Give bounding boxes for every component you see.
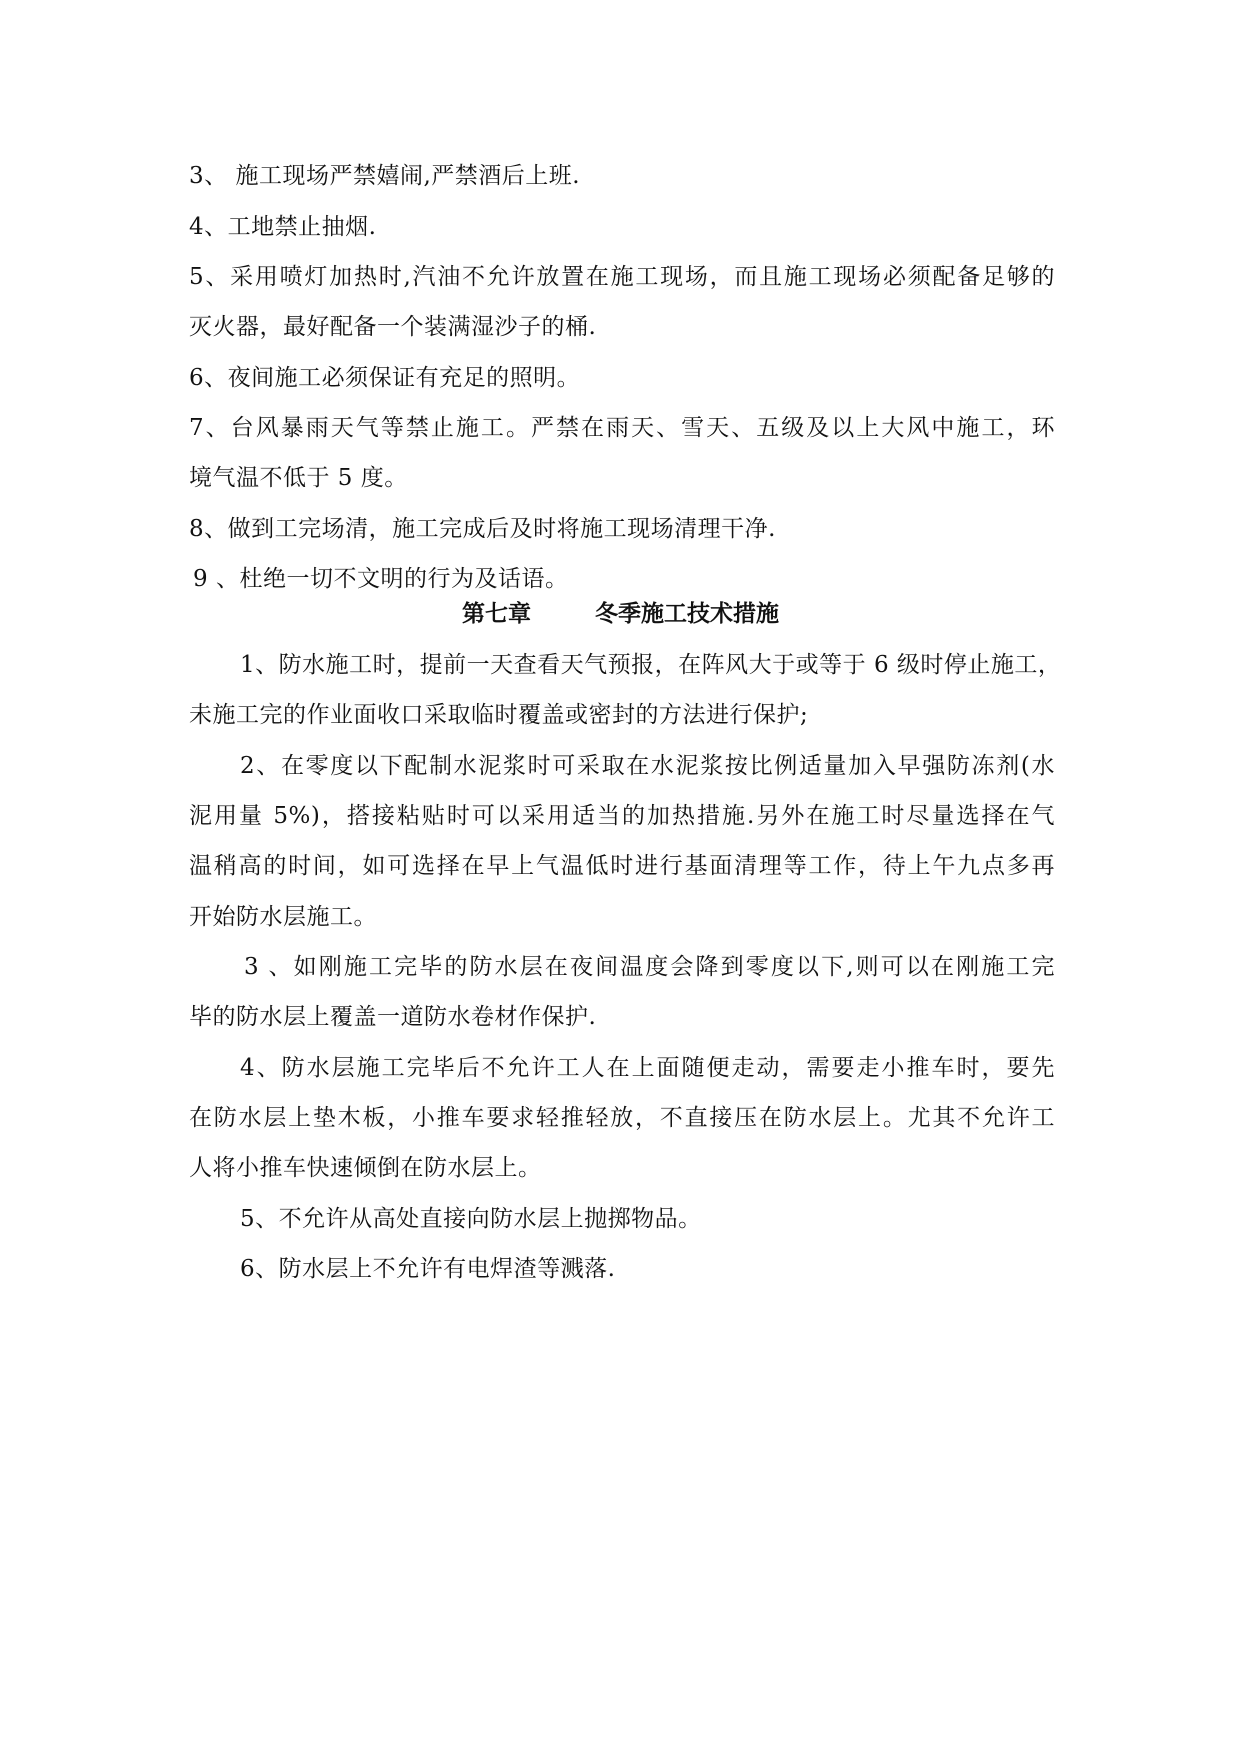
list-item-5-line-2: 灭火器，最好配备一个装满湿沙子的桶. [189,314,597,340]
list-item-6: 6、夜间施工必须保证有充足的照明。 [189,365,581,391]
measure-2-line-3: 温稍高的时间，如可选择在早上气温低时进行基面清理等工作，待上午九点多再 [189,853,1055,879]
list-item-8: 8、做到工完场清，施工完成后及时将施工现场清理干净. [189,516,776,542]
measure-4-line-2: 在防水层上垫木板，小推车要求轻推轻放，不直接压在防水层上。尤其不允许工 [189,1105,1055,1131]
measure-2-line-2: 泥用量 5%)，搭接粘贴时可以采用适当的加热措施.另外在施工时尽量选择在气 [189,803,1055,829]
measure-3-line-2: 毕的防水层上覆盖一道防水卷材作保护. [189,1004,597,1030]
measure-6: 6、防水层上不允许有电焊渣等溅落. [240,1256,616,1282]
measure-5: 5、不允许从高处直接向防水层上抛掷物品。 [240,1206,702,1232]
measure-1-line-1: 1、防水施工时，提前一天查看天气预报，在阵风大于或等于 6 级时停止施工， [240,652,1062,678]
measure-2-line-1: 2、在零度以下配制水泥浆时可采取在水泥浆按比例适量加入早强防冻剂(水 [240,753,1055,779]
measure-4-line-3: 人将小推车快速倾倒在防水层上。 [189,1155,542,1181]
list-item-7-line-1: 7、台风暴雨天气等禁止施工。严禁在雨天、雪天、五级及以上大风中施工，环 [189,415,1055,441]
measure-3-line-1: 3 、如刚施工完毕的防水层在夜间温度会降到零度以下,则可以在刚施工完 [244,954,1055,980]
chapter-number: 第七章 [462,600,531,627]
measure-1-line-2: 未施工完的作业面收口采取临时覆盖或密封的方法进行保护; [189,702,809,728]
chapter-heading [0,599,1241,629]
list-item-5-line-1: 5、采用喷灯加热时,汽油不允许放置在施工现场，而且施工现场必须配备足够的 [189,264,1055,290]
list-item-9: 9 、杜绝一切不文明的行为及话语。 [193,566,569,592]
measure-2-line-4: 开始防水层施工。 [189,904,377,930]
list-item-7-line-2: 境气温不低于 5 度。 [189,465,408,491]
list-item-4: 4、工地禁止抽烟. [189,214,377,240]
measure-4-line-1: 4、防水层施工完毕后不允许工人在上面随便走动，需要走小推车时，要先 [240,1055,1055,1081]
chapter-title: 冬季施工技术措施 [595,600,779,627]
list-item-3: 3、 施工现场严禁嬉闹,严禁酒后上班. [189,163,581,189]
